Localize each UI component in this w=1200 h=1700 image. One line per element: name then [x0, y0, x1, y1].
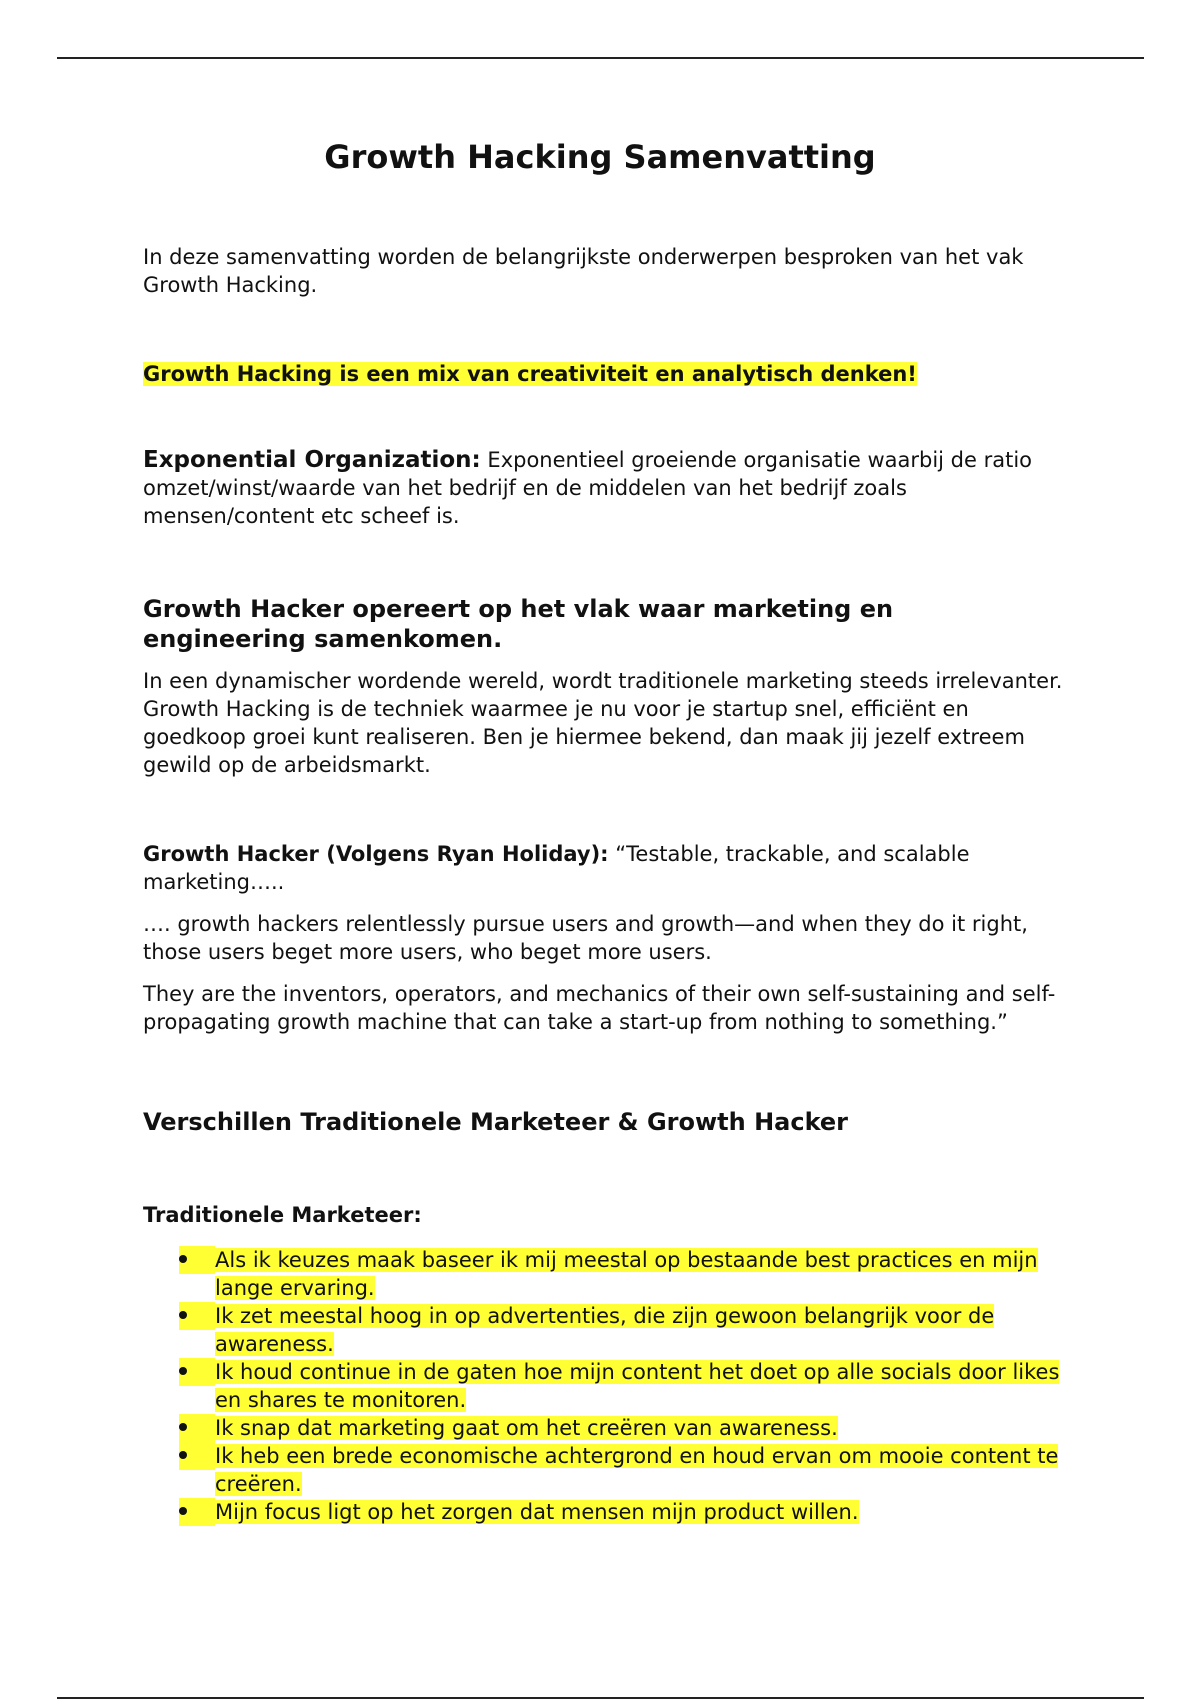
ryan-holiday-term: Growth Hacker (Volgens Ryan Holiday):	[143, 842, 609, 866]
exponential-organization-paragraph	[143, 446, 1063, 530]
list-item-text: Als ik keuzes maak baseer ik mij meestal op bestaande best practices en mijn lange ervaring.	[215, 1248, 1038, 1300]
bullet-icon	[179, 1358, 215, 1386]
highlighted-statement-text: Growth Hacking is een mix van creativiteit en analytisch denken!	[143, 362, 917, 386]
ryan-holiday-quote-2: …. growth hackers relentlessly pursue users and growth—and when they do it right, those users beget more users, who beget more users.	[143, 912, 1028, 964]
list-item	[143, 1414, 1063, 1442]
list-item	[143, 1358, 1063, 1414]
list-item	[143, 1442, 1063, 1498]
intro-paragraph: In deze samenvatting worden de belangrijkste onderwerpen besproken van het vak Growth Hacking.	[143, 245, 1024, 297]
list-item	[143, 1498, 1063, 1526]
exponential-organization-term: Exponential Organization:	[143, 447, 481, 473]
ryan-holiday-quote-3: They are the inventors, operators, and mechanics of their own self-sustaining and self-propagating growth machine that can take a start-up from nothing to something.”	[143, 982, 1056, 1034]
list-item-text: Ik zet meestal hoog in op advertenties, die zijn gewoon belangrijk voor de awareness.	[215, 1304, 995, 1356]
bullet-icon	[179, 1498, 215, 1526]
list-item-text: Ik heb een brede economische achtergrond en houd ervan om mooie content te creëren.	[215, 1444, 1059, 1496]
growth-hacker-heading: Growth Hacker opereert op het vlak waar marketing en engineering samenkomen.	[143, 595, 894, 653]
list-item-text: Ik snap dat marketing gaat om het creëren van awareness.	[215, 1416, 838, 1440]
highlighted-statement	[143, 360, 1063, 388]
traditional-marketeer-list	[143, 1246, 1063, 1526]
list-item	[143, 1246, 1063, 1302]
document-body	[143, 243, 1063, 1526]
bullet-icon	[179, 1246, 215, 1274]
bullet-icon	[179, 1414, 215, 1442]
list-item-text: Ik houd continue in de gaten hoe mijn content het doet op alle socials door likes en shares te monitoren.	[215, 1360, 1060, 1412]
ryan-holiday-quote-1: “Testable, trackable, and scalable marketing…..	[143, 842, 970, 894]
page-title: Growth Hacking Samenvatting	[324, 138, 876, 176]
growth-hacker-body: In een dynamischer wordende wereld, wordt traditionele marketing steeds irrelevanter. Growth Hacking is de techniek waarmee je nu voor je startup snel, efficiënt en goedkoop groei kunt realiseren. Ben je hiermee bekend, dan maak jij jezelf extreem gewild op de arbeidsmarkt.	[143, 669, 1063, 777]
bullet-icon	[179, 1302, 215, 1330]
exponential-organization-definition: Exponentieel groeiende organisatie waarbij de ratio omzet/winst/waarde van het bedrijf en de middelen van het bedrijf zoals mensen/content etc scheef is.	[143, 448, 1033, 528]
ryan-holiday-paragraph	[143, 840, 1063, 896]
bottom-rule	[57, 1697, 1144, 1699]
bullet-icon	[179, 1442, 215, 1470]
list-item	[143, 1302, 1063, 1358]
differences-heading: Verschillen Traditionele Marketeer & Growth Hacker	[143, 1108, 849, 1136]
traditional-marketeer-subheading: Traditionele Marketeer:	[143, 1203, 422, 1227]
list-item-text: Mijn focus ligt op het zorgen dat mensen mijn product willen.	[215, 1500, 859, 1524]
top-rule	[57, 57, 1144, 59]
